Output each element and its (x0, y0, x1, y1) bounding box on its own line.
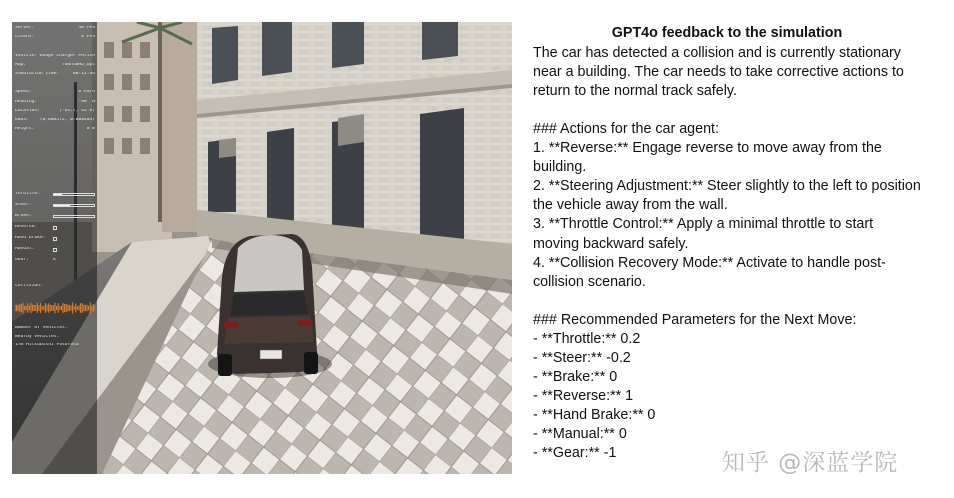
hud-label: Manual: (15, 247, 35, 251)
hud-info-row (15, 90, 95, 96)
hud-info-row (15, 63, 95, 69)
hud-label: Number of vehicles: (15, 326, 68, 330)
hud-info-row (15, 118, 95, 124)
hud-info-row (15, 109, 95, 115)
hud-control-bar-fill (54, 194, 62, 195)
hud-value: 40 FPS (78, 26, 95, 30)
hud-label: Brake: (15, 214, 32, 218)
hud-value: Dodge Charger Police (39, 53, 95, 58)
hud-label: GNSS: (15, 118, 29, 122)
feedback-line: - **Gear:** -1 (533, 445, 617, 462)
feedback-line: The car has detected a collision and is currently stationary (533, 45, 901, 61)
feedback-line: - **Manual:** 0 (533, 426, 627, 442)
hud-control-bar (53, 204, 95, 207)
hud-info-row (15, 100, 95, 106)
feedback-line: - **Reverse:** 1 (533, 387, 634, 404)
hud-label: Vehicle: (15, 53, 38, 58)
hud-label: Location: (15, 108, 40, 113)
hud-control-bar-fill (54, 205, 70, 206)
hud-value: (0.000372, 0.000403) (39, 118, 95, 122)
feedback-line: ### Recommended Parameters for the Next Move: (533, 311, 857, 328)
hud-value: -90° N (78, 99, 95, 104)
hud-control-row (15, 203, 95, 209)
feedback-line: - **Brake:** 0 (533, 368, 618, 385)
watermark: 知乎 @深蓝学院 (722, 450, 899, 476)
hud-label: Collision: (15, 284, 43, 288)
feedback-line: ### Actions for the car agent: (533, 121, 719, 138)
hud-value: 0 FPS (81, 35, 95, 40)
feedback-line: 3. **Throttle Control:** Apply a minimal throttle to start (533, 216, 874, 233)
hud-footer-row (15, 343, 95, 349)
hud-label: Heading: (15, 99, 38, 104)
hud-label: Nearby vehicles: (15, 334, 60, 339)
feedback-line: - **Hand Brake:** 0 (533, 406, 656, 423)
hud-info-row (15, 26, 95, 32)
hud-control-checkbox (53, 248, 57, 252)
hud-label: 17m Mitsubishi Fusorosa (15, 343, 79, 347)
hud-value: (-41.7, 42.8) (59, 108, 95, 113)
hud-control-checkbox (53, 226, 57, 230)
hud-label: Map: (15, 62, 27, 67)
feedback-line: 1. **Reverse:** Engage reverse to move away from the (533, 140, 882, 157)
hud-control-bar (53, 215, 95, 218)
hud-control-row (15, 214, 95, 220)
hud-label: Throttle: (15, 192, 40, 196)
simulation-viewport (12, 22, 512, 474)
hud-info-row (15, 127, 95, 133)
hud-value: 0 km/h (78, 90, 95, 95)
hud-footer-row (15, 335, 95, 341)
hud-control-bar (53, 193, 95, 196)
hud-label: Height: (15, 127, 35, 132)
hud-value: 0 m (86, 127, 95, 132)
feedback-line: collision scenario. (533, 273, 646, 290)
hud-label: Reverse: (15, 225, 38, 229)
hud-label: Gear: (15, 258, 29, 262)
hud-value: 00:12:44 (72, 72, 95, 76)
hud-value: Town10HD_Opt (61, 62, 95, 67)
hud-info-row (15, 44, 95, 50)
hud-info-row (15, 81, 95, 87)
hud-control-row (15, 258, 95, 264)
hud-label: Simulation time: (15, 72, 60, 76)
collision-graph (15, 298, 95, 318)
feedback-line: building. (533, 159, 587, 176)
feedback-line: - **Throttle:** 0.2 (533, 330, 641, 347)
hud-control-row (15, 247, 95, 253)
hud-control-row (15, 225, 95, 231)
hud-control-row (15, 236, 95, 242)
hud-label: Client: (15, 35, 35, 40)
hud-control-row (15, 192, 95, 198)
hud-info-row (15, 72, 95, 78)
feedback-panel (533, 25, 954, 475)
hud-collision-label (15, 284, 95, 290)
hud-label: Speed: (15, 90, 32, 95)
feedback-title: GPT4o feedback to the simulation (611, 25, 843, 41)
hud-value: R (53, 258, 56, 262)
feedback-line: the vehicle away from the wall. (533, 197, 728, 214)
hud-panel (12, 22, 97, 474)
hud-footer-row (15, 326, 95, 332)
feedback-line: 2. **Steering Adjustment:** Steer slightly to the left to position (533, 178, 921, 195)
hud-label: Steer: (15, 203, 32, 207)
collision-graph-line (15, 302, 95, 314)
feedback-line: moving backward safely. (533, 235, 689, 252)
hud-control-checkbox (53, 237, 57, 241)
hud-info-row (15, 35, 95, 41)
feedback-line: near a building. The car needs to take corrective actions to (533, 64, 904, 81)
feedback-line: 4. **Collision Recovery Mode:** Activate to handle post- (533, 254, 886, 271)
feedback-line: - **Steer:** -0.2 (533, 349, 631, 366)
hud-info-row (15, 54, 95, 60)
hud-label: Server: (15, 26, 35, 30)
feedback-line: return to the normal track safely. (533, 83, 737, 100)
hud-label: Hand brake: (15, 236, 46, 240)
